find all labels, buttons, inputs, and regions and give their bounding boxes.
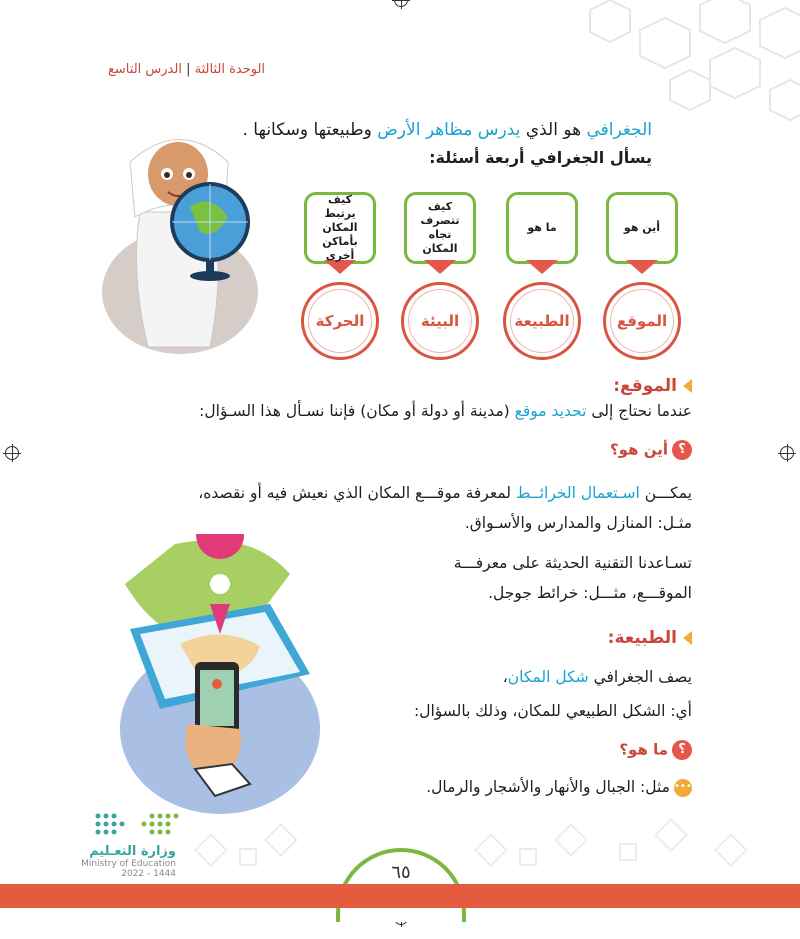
page-number: ٦٥ [391,862,411,883]
where-question: ؟أين هو؟ [610,440,692,460]
question-card-3 [404,192,476,274]
location-intro-line: عندما نحتاج إلى تحديد موقع (مدينة أو دولة أو مكان) فإننا نسـأل هذا السـؤال: [199,402,692,420]
nature-description-line: يصف الجغرافي شكل المكان، [502,668,692,686]
question-card-4 [304,192,376,274]
what-question: ؟ما هو؟ [619,740,692,760]
unit-label: الوحدة الثالثة [194,62,266,77]
lesson-label: الدرس التاسع [108,62,182,77]
concept-circle-movement: الحركة [301,282,379,360]
natural-shape-line: أي: الشكل الطبيعي للمكان، وذلك بالسؤال: [414,702,692,720]
highlight-term: تحديد موقع [514,402,587,420]
intro-highlight: يدرس مظاهر الأرض [377,120,521,140]
registration-mark-right [780,446,794,460]
location-section-title: الموقع: [613,376,692,396]
down-arrow-icon [626,260,658,274]
down-arrow-icon [424,260,456,274]
registration-mark-left [5,446,19,460]
technology-line: تسـاعدنا التقنية الحديثة على معرفـــة [453,554,692,572]
question-card-1 [606,192,678,274]
question-box: ما هو [506,192,578,264]
question-box: أين هو [606,192,678,264]
section-arrow-icon [683,631,692,645]
nature-section-title: الطبيعة: [608,628,692,648]
question-mark-icon: ؟ [672,740,692,760]
down-arrow-icon [526,260,558,274]
concept-circle-nature: الطبيعة [503,282,581,360]
section-arrow-icon [683,379,692,393]
footer-bar [0,884,800,908]
map-phone-illustration [120,534,320,814]
questions-title: يسأل الجغرافي أربعة أسئلة: [429,148,652,167]
concept-circle-environment: البيئة [401,282,479,360]
highlight-term: اسـتعمال الخرائــط [515,484,640,502]
ministry-english: Ministry of Education [81,859,176,869]
nature-example-line: •••مثل: الجبال والأنهار والأشجار والرمال. [426,778,692,796]
header-separator: | [186,62,191,77]
maps-usage-line: يمكـــن اسـتعمال الخرائــط لمعرفة موقـــع المكان الذي نعيش فيه أو نقصده، [198,484,692,502]
intro-geographer-term: الجغرافي [586,120,652,140]
question-box: كيف تتصرف تجاه المكان [404,192,476,264]
google-maps-line: الموقـــع، مثـــل: خرائط جوجل. [488,584,692,602]
boy-with-globe-illustration [100,122,260,362]
question-mark-icon: ؟ [672,440,692,460]
ministry-year: 2022 - 1444 [121,869,176,879]
highlight-term: شكل المكان [507,668,589,686]
concept-circle-location: الموقع [603,282,681,360]
intro-text-end: وطبيعتها وسكانها . [242,120,378,140]
question-card-2 [506,192,578,274]
intro-text: هو الذي [520,120,587,140]
ministry-of-education-label [66,844,176,879]
intro-paragraph [192,120,652,140]
speech-bubble-icon: ••• [674,779,692,797]
examples-line: مثـل: المنازل والمدارس والأسـواق. [464,514,692,532]
ministry-logo-icon [92,808,182,844]
hexagon-pattern-decoration [480,0,800,130]
unit-lesson-header [108,62,265,77]
question-box: كيف يرتبط المكان بأماكن أخرى [304,192,376,264]
registration-mark-top [394,0,408,7]
ministry-arabic: وزارة التعـليم [89,844,176,859]
